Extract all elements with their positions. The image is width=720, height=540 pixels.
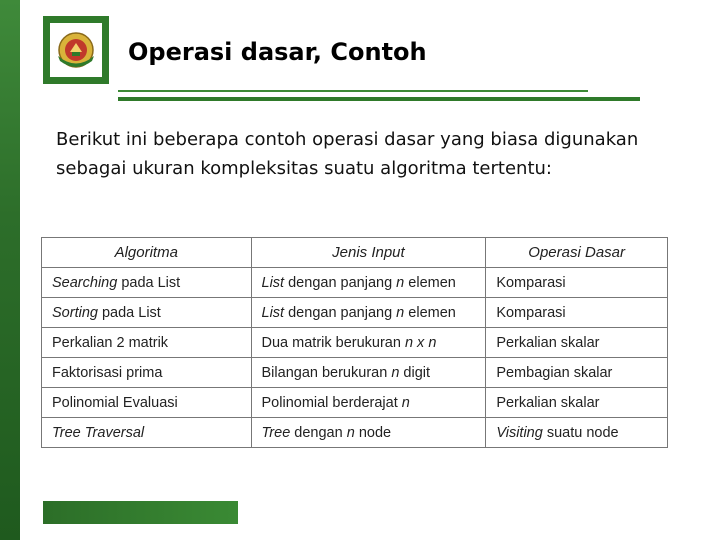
- cell-jenis-input: Dua matrik berukuran n x n: [251, 328, 486, 358]
- institution-logo: [43, 16, 109, 84]
- cell-jenis-input: List dengan panjang n elemen: [251, 298, 486, 328]
- slide-body-text: Berikut ini beberapa contoh operasi dasar yang biasa digunakan sebagai ukuran kompleksitas suatu algoritma tertentu:: [56, 129, 639, 179]
- cell-operasi-dasar: Pembagian skalar: [486, 358, 668, 388]
- cell-algoritma: Sorting pada List: [42, 298, 252, 328]
- cell-algoritma: Perkalian 2 matrik: [42, 328, 252, 358]
- cell-algoritma: Tree Traversal: [42, 418, 252, 448]
- left-decorative-band: [0, 0, 20, 540]
- cell-operasi-dasar: Komparasi: [486, 298, 668, 328]
- operations-table: [41, 237, 668, 448]
- logo-frame: [50, 23, 102, 77]
- seal-icon: [50, 23, 102, 77]
- cell-jenis-input: Polinomial berderajat n: [251, 388, 486, 418]
- table-row: [42, 328, 668, 358]
- title-divider-thick: [118, 97, 640, 101]
- cell-algoritma: Searching pada List: [42, 268, 252, 298]
- table-header-row: [42, 238, 668, 268]
- table-row: [42, 298, 668, 328]
- header-algoritma: Algoritma: [42, 238, 252, 268]
- cell-operasi-dasar: Komparasi: [486, 268, 668, 298]
- cell-jenis-input: List dengan panjang n elemen: [251, 268, 486, 298]
- cell-operasi-dasar: Perkalian skalar: [486, 388, 668, 418]
- table-row: [42, 418, 668, 448]
- cell-operasi-dasar: Perkalian skalar: [486, 328, 668, 358]
- table-row: [42, 268, 668, 298]
- header-operasi-dasar: Operasi Dasar: [486, 238, 668, 268]
- cell-algoritma: Polinomial Evaluasi: [42, 388, 252, 418]
- cell-algoritma: Faktorisasi prima: [42, 358, 252, 388]
- title-divider-thin: [118, 90, 588, 92]
- table-row: [42, 388, 668, 418]
- table-row: [42, 358, 668, 388]
- footer-decorative-bar: [43, 501, 238, 524]
- cell-jenis-input: Bilangan berukuran n digit: [251, 358, 486, 388]
- cell-jenis-input: Tree dengan n node: [251, 418, 486, 448]
- header-jenis-input: Jenis Input: [251, 238, 486, 268]
- slide-title: Operasi dasar, Contoh: [128, 38, 427, 66]
- cell-operasi-dasar: Visiting suatu node: [486, 418, 668, 448]
